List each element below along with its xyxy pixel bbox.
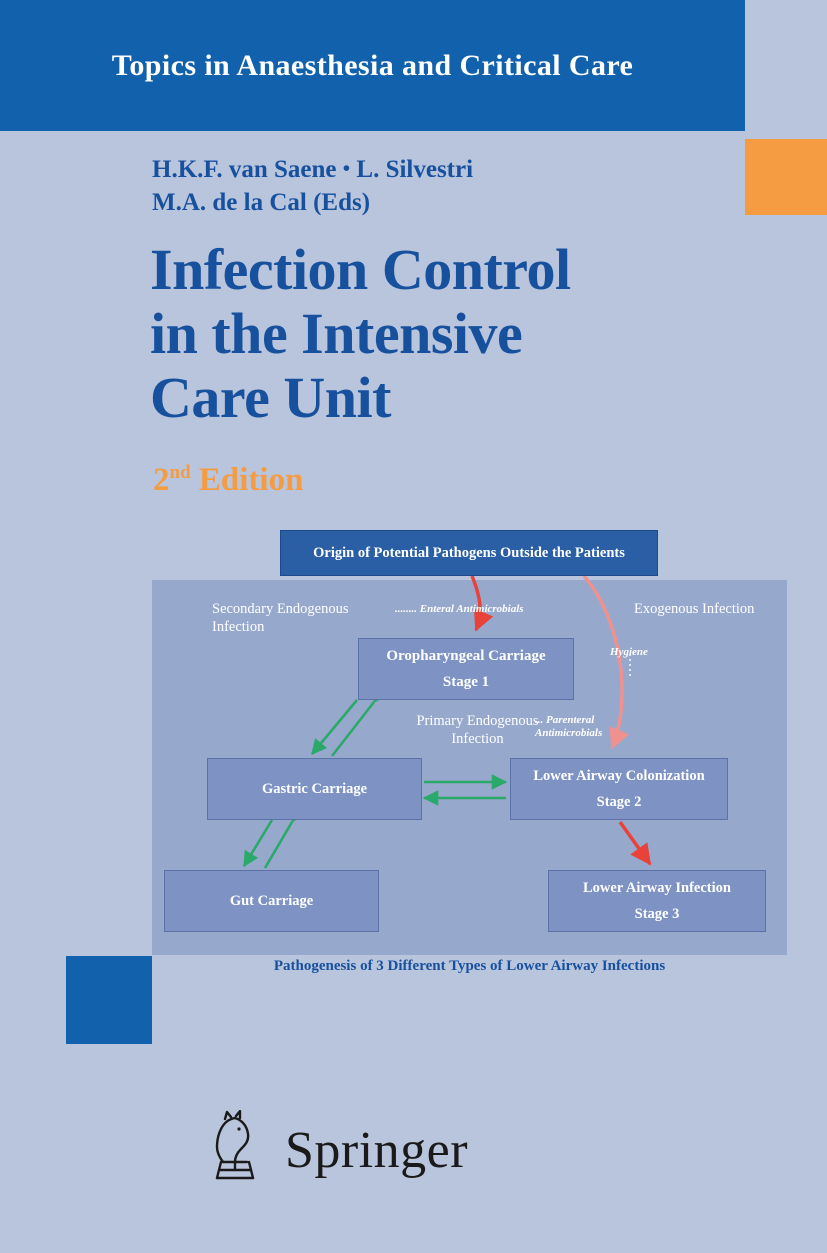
label-primary-endogenous-line-2: Infection: [451, 731, 504, 747]
editor-separator-icon: •: [342, 156, 351, 180]
series-title: Topics in Anaesthesia and Critical Care: [111, 48, 634, 82]
edition-number: 2: [153, 462, 170, 498]
edition-label: [153, 462, 303, 499]
node-origin-of-pathogens: [280, 530, 658, 576]
node-lower-airway-colonization-label: Lower Airway Colonization: [533, 768, 705, 784]
node-oropharyngeal-carriage: [358, 638, 574, 700]
label-parenteral-antimicrobials-line-2: Antimicrobials: [535, 727, 603, 739]
node-oropharyngeal-stage: Stage 1: [442, 674, 490, 690]
label-parenteral-antimicrobials-line-1: ... Parenteral: [535, 714, 595, 726]
editor-name-1: H.K.F. van Saene: [152, 156, 337, 183]
label-hygiene: Hygiene: [610, 646, 648, 658]
label-secondary-endogenous-line-1: Secondary Endogenous: [212, 601, 349, 617]
node-lower-airway-infection-stage: Stage 3: [634, 906, 680, 922]
node-gut-carriage: [164, 870, 379, 932]
editors-line-2: M.A. de la Cal (Eds): [152, 189, 371, 216]
springer-horse-icon: [195, 1110, 273, 1190]
label-enteral-antimicrobials: ........ Enteral Antimicrobials: [395, 603, 524, 615]
pathogenesis-diagram: [152, 530, 787, 974]
label-parenteral-antimicrobials: [535, 714, 625, 740]
node-gut-label: Gut Carriage: [229, 893, 314, 909]
node-origin-label: Origin of Potential Pathogens Outside the Patients: [313, 545, 625, 561]
title-line-1: Infection Control: [150, 237, 571, 302]
title-line-3: Care Unit: [150, 365, 391, 430]
title-line-2: in the Intensive: [150, 301, 523, 366]
node-oropharyngeal-label: Oropharyngeal Carriage: [386, 648, 546, 664]
label-primary-endogenous-line-1: Primary Endogenous: [416, 713, 539, 729]
blue-accent-square: [66, 956, 152, 1044]
page-title: [150, 238, 790, 430]
label-secondary-endogenous: [212, 600, 392, 636]
node-lower-airway-colonization: [510, 758, 728, 820]
diagram-caption: Pathogenesis of 3 Different Types of Lower Airway Infections: [273, 958, 666, 974]
node-lower-airway-infection: [548, 870, 766, 932]
node-lower-airway-infection-label: Lower Airway Infection: [583, 880, 731, 896]
editors-line-1: [152, 152, 772, 186]
node-gastric-carriage: [207, 758, 422, 820]
edition-ordinal: nd: [169, 462, 191, 483]
label-exogenous-infection: Exogenous Infection: [634, 601, 755, 617]
series-banner: [0, 0, 745, 131]
publisher-logo: [195, 1105, 625, 1195]
editor-name-2: L. Silvestri: [356, 156, 474, 183]
publisher-name: Springer: [285, 1121, 469, 1179]
node-gastric-label: Gastric Carriage: [261, 781, 368, 797]
node-lower-airway-colonization-stage: Stage 2: [596, 794, 642, 810]
label-secondary-endogenous-line-2: Infection: [212, 619, 265, 635]
edition-word: Edition: [198, 462, 304, 498]
editors-block: [152, 152, 772, 219]
